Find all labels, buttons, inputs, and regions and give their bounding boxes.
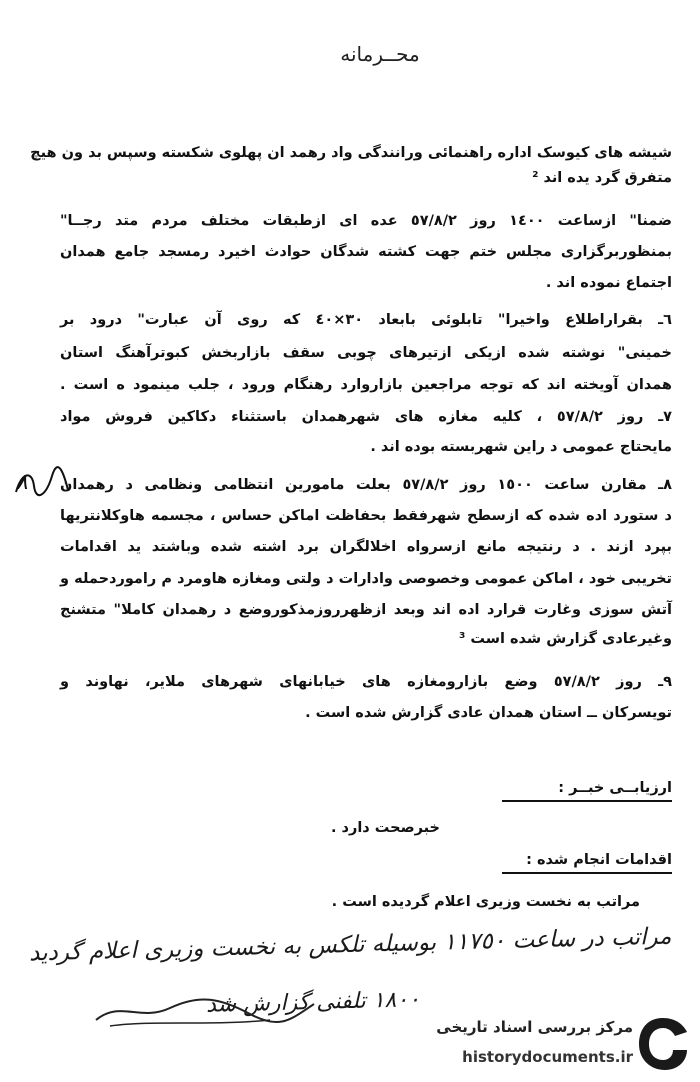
body-line: بپرد ازند . د رنتیجه مانع ازسرواه اخلالگران برد اشته شده وباشتد ید اقدامات	[60, 539, 672, 555]
handwritten-note-1: مراتب در ساعت ١١٧٥٠ بوسیله تلکس به نخست وزیری اعلام گردید	[29, 923, 673, 967]
body-line: متفرق گرد یده اند ²	[532, 170, 672, 186]
margin-scribble-icon	[12, 466, 72, 500]
archive-logo	[405, 1010, 695, 1080]
body-line: مایحتاج عمومی د راین شهربسته بوده اند .	[370, 439, 672, 455]
body-line: خمینی" نوشته شده ازیکی ازتیرهای چوبی سقف بازاربخش کبوترآهنگ استان	[60, 345, 672, 361]
archive-logo-text-en: historydocuments.ir	[462, 1048, 633, 1066]
body-line: شیشه های کیوسک اداره راهنمائی ورانندگی واد رهمد ان پهلوی شکسته وسپس بد ون هیچ	[30, 145, 672, 161]
body-line: همدان آویخته اند که توجه مراجعین بازاروارد رهنگام ورود ، جلب مینمود ه است .	[60, 377, 672, 393]
body-line: ٦ـ بقراراطلاع واخیرا" تابلوئی بابعاد ٣٠×٤٠ که روی آن عبارت" درود بر	[60, 312, 672, 328]
body-line: آتش سوزی وغارت قرارد اده اند وبعد ازظهرروزمذکوروضع د رهمدان کاملا" متشنج	[60, 602, 672, 618]
actions-text: مراتب به نخست وزیری اعلام گردیده است .	[331, 894, 640, 910]
document-header: محــرمانه	[340, 42, 420, 66]
body-line: ٩ـ روز ٥٧/٨/٢ وضع بازارومغازه های خیابانهای شهرهای ملایر، نهاوند و	[60, 674, 672, 690]
body-line: تخریبی خود ، اماکن عمومی وخصوصی وادارات د ولتی ومغازه هاومرد م راموردحمله و	[60, 571, 672, 587]
body-line: د ستورد اده شده که ازسطح شهرفقط بحفاظت اماکن حساس ، مجسمه هاوکلانتریها	[60, 508, 672, 524]
archive-logo-icon	[635, 1014, 691, 1074]
body-line: ٧ـ روز ٥٧/٨/٢ ، کلیه مغازه های شهرهمدان باستثناء دکاکین فروش مواد	[60, 409, 673, 425]
evaluation-text: خبرصحت دارد .	[330, 820, 440, 836]
actions-heading: اقدامات انجام شده :	[526, 852, 672, 868]
archive-logo-text-fa: مرکز بررسی اسناد تاریخی	[436, 1018, 633, 1036]
body-line: ضمنا" ازساعت ١٤٠٠ روز ٥٧/٨/٢ عده ای ازطبقات مختلف مردم متد رجــا"	[60, 213, 672, 229]
body-line: اجتماع نموده اند .	[545, 275, 672, 291]
handwritten-note-2: ١٨٠٠ تلفنی گزارش شد	[205, 987, 421, 1018]
evaluation-heading: ارزیابــی خبــر :	[558, 780, 672, 796]
margin-mark: ٨	[16, 470, 28, 495]
handwritten-signature-icon	[90, 990, 320, 1030]
body-line: بمنظوربرگزاری مجلس ختم جهت کشته شدگان حوادث اخیرد رمسجد جامع همدان	[60, 244, 672, 260]
heading-underline	[502, 800, 672, 802]
body-line: ٨ـ مقارن ساعت ١٥٠٠ روز ٥٧/٨/٢ بعلت مامورین انتظامی ونظامی د رهمدان	[60, 477, 673, 493]
body-line: تویسرکان ــ استان همدان عادی گزارش شده است .	[305, 705, 672, 721]
body-line: وغیرعادی گزارش شده است ³	[458, 631, 672, 647]
heading-underline	[502, 872, 672, 874]
